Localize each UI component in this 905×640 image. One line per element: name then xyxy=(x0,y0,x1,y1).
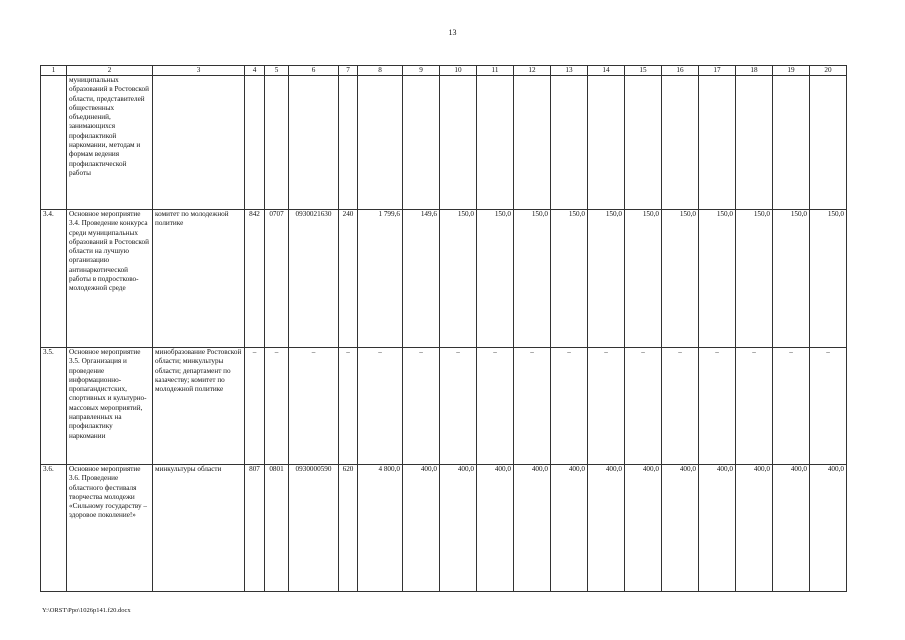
table-cell: 400,0 xyxy=(477,465,514,592)
column-number: 3 xyxy=(153,66,245,76)
column-number: 18 xyxy=(736,66,773,76)
executor: минкультуры области xyxy=(153,465,245,592)
column-number: 2 xyxy=(67,66,153,76)
column-number: 8 xyxy=(358,66,403,76)
table-cell: 400,0 xyxy=(625,465,662,592)
table-row xyxy=(41,465,847,592)
measure-name: Основное мероприятие 3.5. Организация и проведение информационно-пропагандистских, спортивных и культурно-массовых мероприятий, направленных на профилактику наркомании xyxy=(67,348,153,465)
table-cell: – xyxy=(625,348,662,465)
executor: минобразование Ростовской области; минкультуры области; департамент по казачеству; комитет по молодежной политике xyxy=(153,348,245,465)
table-cell: 400,0 xyxy=(773,465,810,592)
table-cell xyxy=(358,76,403,210)
column-number: 10 xyxy=(440,66,477,76)
column-number: 4 xyxy=(245,66,265,76)
table-cell: – xyxy=(477,348,514,465)
file-path-footer: Y:\ORST\Ppo\1026p141.f20.docx xyxy=(42,607,131,614)
table-cell: – xyxy=(810,348,847,465)
column-number: 15 xyxy=(625,66,662,76)
table-cell: 807 xyxy=(245,465,265,592)
column-number: 20 xyxy=(810,66,847,76)
table-cell xyxy=(514,76,551,210)
table-cell: 400,0 xyxy=(662,465,699,592)
table-cell: – xyxy=(551,348,588,465)
measure-name: муниципальных образований в Ростовской области, представителей общественных объединений, занимающихся профилактикой наркомании, методам и формам ведения профилактической работы xyxy=(67,76,153,210)
table-cell: – xyxy=(265,348,289,465)
table-cell: 150,0 xyxy=(440,210,477,348)
table-cell xyxy=(440,76,477,210)
table-cell: 0930000590 xyxy=(289,465,339,592)
column-number: 1 xyxy=(41,66,67,76)
column-number: 14 xyxy=(588,66,625,76)
column-number: 5 xyxy=(265,66,289,76)
executor: комитет по молодежной политике xyxy=(153,210,245,348)
row-number: 3.5. xyxy=(41,348,67,465)
table-cell: 0801 xyxy=(265,465,289,592)
table-cell xyxy=(403,76,440,210)
table-row xyxy=(41,348,847,465)
table-cell: – xyxy=(245,348,265,465)
table-cell: – xyxy=(588,348,625,465)
table-cell xyxy=(736,76,773,210)
table-cell: 400,0 xyxy=(810,465,847,592)
table-cell: 150,0 xyxy=(810,210,847,348)
table-cell: 400,0 xyxy=(588,465,625,592)
table-cell xyxy=(289,76,339,210)
column-number: 7 xyxy=(339,66,358,76)
table-cell xyxy=(773,76,810,210)
table-cell: 400,0 xyxy=(551,465,588,592)
table-cell: 150,0 xyxy=(699,210,736,348)
table-cell: 150,0 xyxy=(551,210,588,348)
table-cell xyxy=(265,76,289,210)
table-cell xyxy=(245,76,265,210)
table-cell: 150,0 xyxy=(773,210,810,348)
column-number: 16 xyxy=(662,66,699,76)
table-cell: 149,6 xyxy=(403,210,440,348)
row-number: 3.6. xyxy=(41,465,67,592)
column-number: 13 xyxy=(551,66,588,76)
column-number: 17 xyxy=(699,66,736,76)
table-cell: 400,0 xyxy=(514,465,551,592)
table-cell: 0707 xyxy=(265,210,289,348)
table-cell xyxy=(662,76,699,210)
table-cell: 150,0 xyxy=(736,210,773,348)
table-cell: – xyxy=(403,348,440,465)
table-cell: – xyxy=(339,348,358,465)
table-cell: – xyxy=(699,348,736,465)
table-cell xyxy=(551,76,588,210)
table-cell xyxy=(625,76,662,210)
table-cell: – xyxy=(289,348,339,465)
table-cell: 150,0 xyxy=(477,210,514,348)
table-cell: – xyxy=(773,348,810,465)
table-cell xyxy=(810,76,847,210)
table-cell: – xyxy=(358,348,403,465)
table-cell: – xyxy=(440,348,477,465)
table-cell xyxy=(477,76,514,210)
table-cell: 1 799,6 xyxy=(358,210,403,348)
table-row xyxy=(41,76,847,210)
table-cell: 400,0 xyxy=(736,465,773,592)
column-number: 12 xyxy=(514,66,551,76)
table-cell xyxy=(588,76,625,210)
executor xyxy=(153,76,245,210)
table-cell: 150,0 xyxy=(662,210,699,348)
table-cell: 400,0 xyxy=(440,465,477,592)
page-number: 13 xyxy=(448,28,457,37)
table-cell: 150,0 xyxy=(588,210,625,348)
table-cell: 240 xyxy=(339,210,358,348)
table-cell: – xyxy=(514,348,551,465)
table-cell: 4 800,0 xyxy=(358,465,403,592)
program-table xyxy=(40,65,847,592)
table-cell: 620 xyxy=(339,465,358,592)
table-row xyxy=(41,210,847,348)
table-cell: 400,0 xyxy=(699,465,736,592)
measure-name: Основное мероприятие 3.4. Проведение конкурса среди муниципальных образований в Ростовской области на лучшую организацию антинаркотической работы в подростково-молодежной среде xyxy=(67,210,153,348)
column-number: 6 xyxy=(289,66,339,76)
column-number: 11 xyxy=(477,66,514,76)
row-number xyxy=(41,76,67,210)
measure-name: Основное мероприятие 3.6. Проведение областного фестиваля творчества молодежи «Сильному государству – здоровое поколение!» xyxy=(67,465,153,592)
table-cell: 842 xyxy=(245,210,265,348)
table-cell: 0930021630 xyxy=(289,210,339,348)
table-cell: 150,0 xyxy=(625,210,662,348)
table-cell xyxy=(339,76,358,210)
row-number: 3.4. xyxy=(41,210,67,348)
table-cell: 150,0 xyxy=(514,210,551,348)
column-number: 19 xyxy=(773,66,810,76)
table-cell xyxy=(699,76,736,210)
table-cell: – xyxy=(736,348,773,465)
column-number-row xyxy=(41,66,847,76)
column-number: 9 xyxy=(403,66,440,76)
table-cell: 400,0 xyxy=(403,465,440,592)
table-cell: – xyxy=(662,348,699,465)
